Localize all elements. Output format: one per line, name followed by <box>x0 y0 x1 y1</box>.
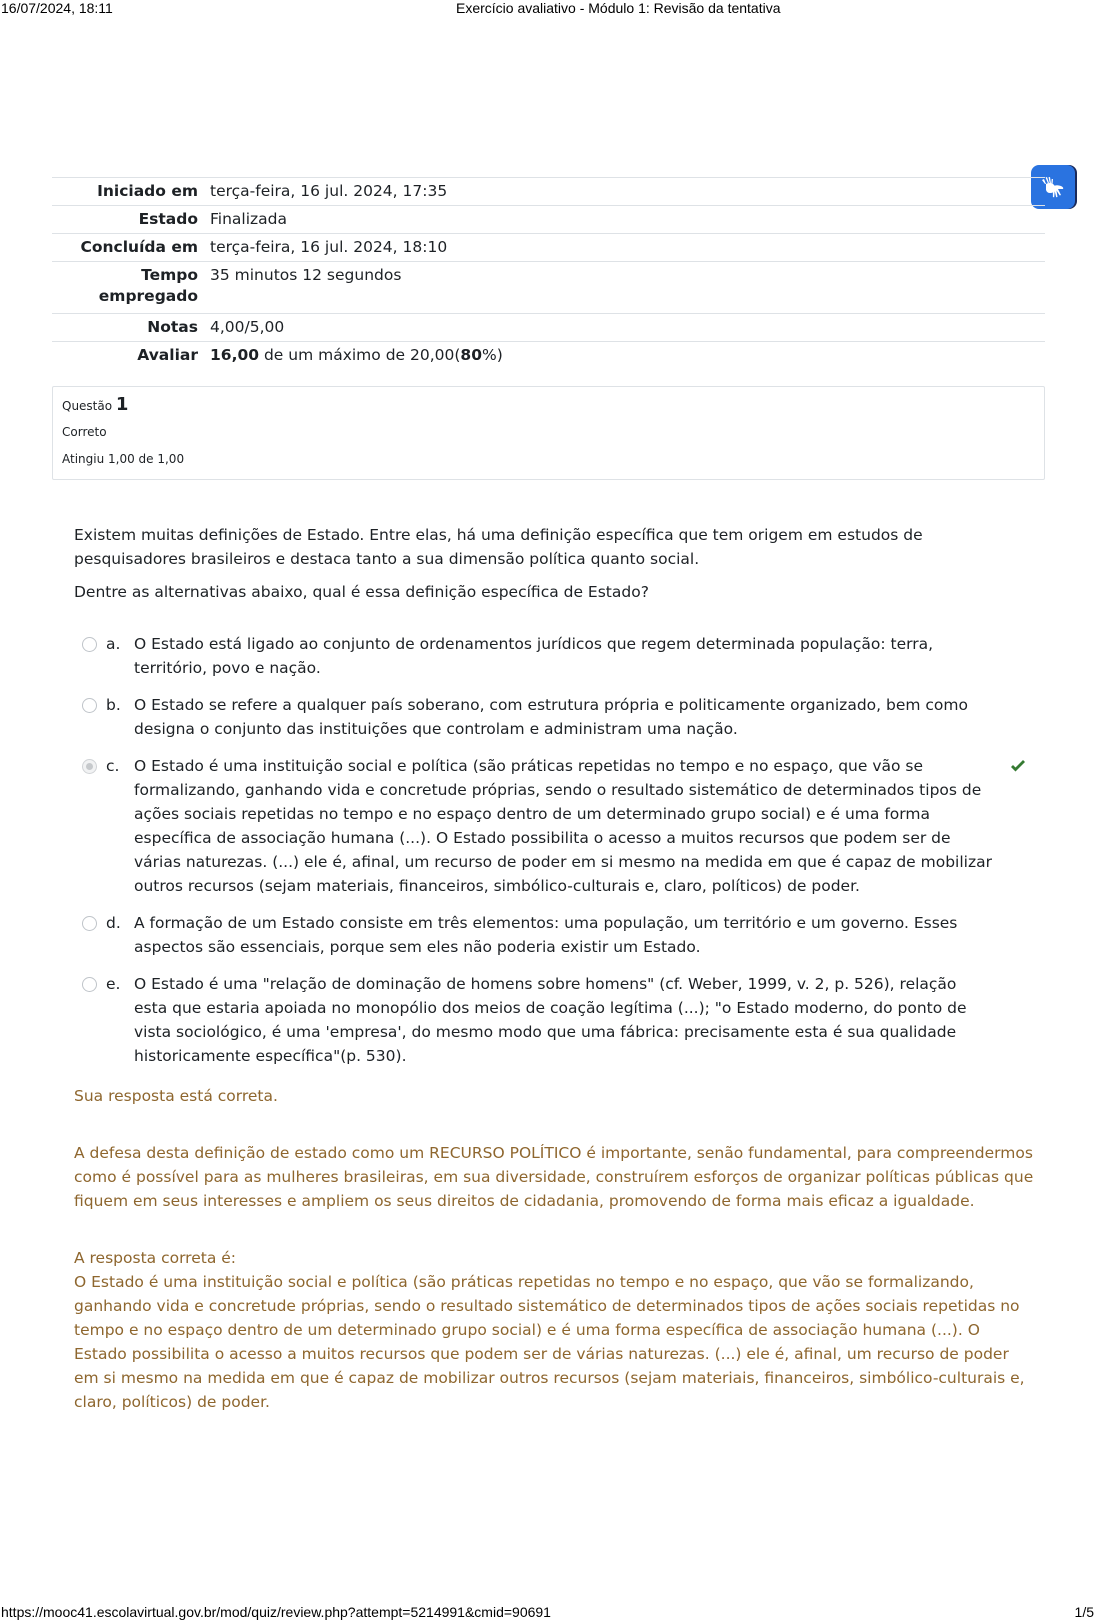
grade-end: %) <box>482 346 503 364</box>
print-footer <box>0 1604 1096 1624</box>
time-label-line1: Tempo <box>141 266 198 284</box>
grade-score: 16,00 <box>210 346 260 364</box>
radio-d[interactable] <box>82 916 97 931</box>
grade-middle: de um máximo de 20,00( <box>259 346 461 364</box>
page-url: https://mooc41.escolavirtual.gov.br/mod/quiz/review.php?attempt=5214991&cmid=90691 <box>1 1604 551 1620</box>
question-info-box <box>52 386 1045 480</box>
answer-letter: d. <box>106 914 121 932</box>
question-state: Correto <box>62 425 107 439</box>
print-page-title: Exercício avaliativo - Módulo 1: Revisão da tentativa <box>456 0 781 16</box>
answer-option-d[interactable] <box>82 911 1032 959</box>
time-label-line2: empregado <box>98 287 198 305</box>
checkmark-icon <box>1010 756 1026 780</box>
radio-b[interactable] <box>82 698 97 713</box>
answer-text: O Estado se refere a qualquer país soberano, com estrutura própria e politicamente organizado, bem como designa o conjunto das instituições que controlam e administram uma nação. <box>134 696 968 738</box>
summary-row-started <box>52 178 1045 206</box>
answer-option-a[interactable] <box>82 632 1032 680</box>
radio-c-selected[interactable] <box>82 759 97 774</box>
answer-text: O Estado é uma instituição social e política (são práticas repetidas no tempo e no espaço, que vão se formalizando, ganhando vida e concretude próprias, sendo o resultado sistemático de determinados tipos de ações sociais repetidas no tempo e no espaço dentro de um determinado grupo social) e é uma forma específica de associação humana (...). O Estado possibilita o acesso a muitos recursos que podem ser de várias naturezas. (...) ele é, afinal, um recurso de poder em si mesmo na medida em que é capaz de mobilizar outros recursos (sejam materiais, financeiros, simbólico-culturais e, claro, políticos) de poder. <box>134 757 992 895</box>
summary-row-completed <box>52 234 1045 262</box>
answer-option-b[interactable] <box>82 693 1032 741</box>
grade-value <box>210 342 1045 370</box>
question-text <box>74 523 1034 604</box>
completed-value: terça-feira, 16 jul. 2024, 18:10 <box>210 238 448 256</box>
answer-letter: e. <box>106 975 121 993</box>
marks-value: 4,00/5,00 <box>210 318 285 336</box>
answer-text: O Estado está ligado ao conjunto de ordenamentos jurídicos que regem determinada população: terra, território, povo e nação. <box>134 635 934 677</box>
answer-text: O Estado é uma "relação de dominação de homens sobre homens" (cf. Weber, 1999, v. 2, p. 526), relação esta que estaria apoiada no monopólio dos meios de coação legítima (...); "o Estado moderno, do ponto de vista sociológico, é uma 'empresa', do mesmo modo que uma fábrica: precisamente esta é sua qualidade historicamente específica"(p. 530). <box>134 975 967 1065</box>
state-value: Finalizada <box>210 210 288 228</box>
answer-options <box>82 632 1032 1081</box>
summary-row-state <box>52 206 1045 234</box>
state-label: Estado <box>138 210 198 228</box>
summary-row-time-taken <box>52 262 1045 314</box>
answer-letter: a. <box>106 635 121 653</box>
feedback-section <box>74 1084 1034 1414</box>
answer-option-c[interactable] <box>82 754 1032 898</box>
summary-row-grade <box>52 342 1045 370</box>
general-feedback: A defesa desta definição de estado como um RECURSO POLÍTICO é importante, senão fundamental, para compreendermos como é possível para as mulheres brasileiras, em sua diversidade, construírem esforços de organizar políticas públicas que fiquem em seus interesses e ampliem os seus direitos de cidadania, promovendo de forma mais eficaz a igualdade. <box>74 1144 1034 1210</box>
attempt-summary-table <box>52 177 1045 369</box>
question-number-value: 1 <box>115 394 129 415</box>
marks-label: Notas <box>147 318 198 336</box>
completed-label: Concluída em <box>80 238 198 256</box>
specific-feedback: Sua resposta está correta. <box>74 1087 278 1105</box>
answer-letter: c. <box>106 757 120 775</box>
radio-e[interactable] <box>82 977 97 992</box>
time-taken-value: 35 minutos 12 segundos <box>210 266 402 284</box>
right-answer-label: A resposta correta é: <box>74 1249 237 1267</box>
grade-label: Avaliar <box>137 346 198 364</box>
time-taken-label <box>52 262 210 314</box>
print-date: 16/07/2024, 18:11 <box>1 0 113 16</box>
question-label: Questão <box>62 399 113 413</box>
question-number <box>62 395 1035 416</box>
grade-percent: 80 <box>460 346 482 364</box>
started-value: terça-feira, 16 jul. 2024, 17:35 <box>210 182 448 200</box>
answer-text: A formação de um Estado consiste em três elementos: uma população, um território e um governo. Esses aspectos são essenciais, porque sem eles não poderia existir um Estado. <box>134 914 958 956</box>
question-text-p1: Existem muitas definições de Estado. Entre elas, há uma definição específica que tem origem em estudos de pesquisadores brasileiros e destaca tanto a sua dimensão política quanto social. <box>74 526 923 568</box>
right-answer <box>74 1246 1034 1414</box>
right-answer-text: O Estado é uma instituição social e política (são práticas repetidas no tempo e no espaço, que vão se formalizando, ganhando vida e concretude próprias, sendo o resultado sistemático de determinados tipos de ações sociais repetidas no tempo e no espaço dentro de um determinado grupo social) e é uma forma específica de associação humana (...). O Estado possibilita o acesso a muitos recursos que podem ser de várias naturezas. (...) ele é, afinal, um recurso de poder em si mesmo na medida em que é capaz de mobilizar outros recursos (sejam materiais, financeiros, simbólico-culturais e, claro, políticos) de poder. <box>74 1273 1025 1411</box>
summary-row-marks <box>52 314 1045 342</box>
started-label: Iniciado em <box>97 182 198 200</box>
answer-letter: b. <box>106 696 121 714</box>
question-grade: Atingiu 1,00 de 1,00 <box>62 452 185 466</box>
radio-a[interactable] <box>82 637 97 652</box>
answer-option-e[interactable] <box>82 972 1032 1068</box>
print-header <box>0 0 1096 20</box>
page-number: 1/5 <box>1074 1604 1094 1620</box>
question-text-p2: Dentre as alternativas abaixo, qual é essa definição específica de Estado? <box>74 583 649 601</box>
